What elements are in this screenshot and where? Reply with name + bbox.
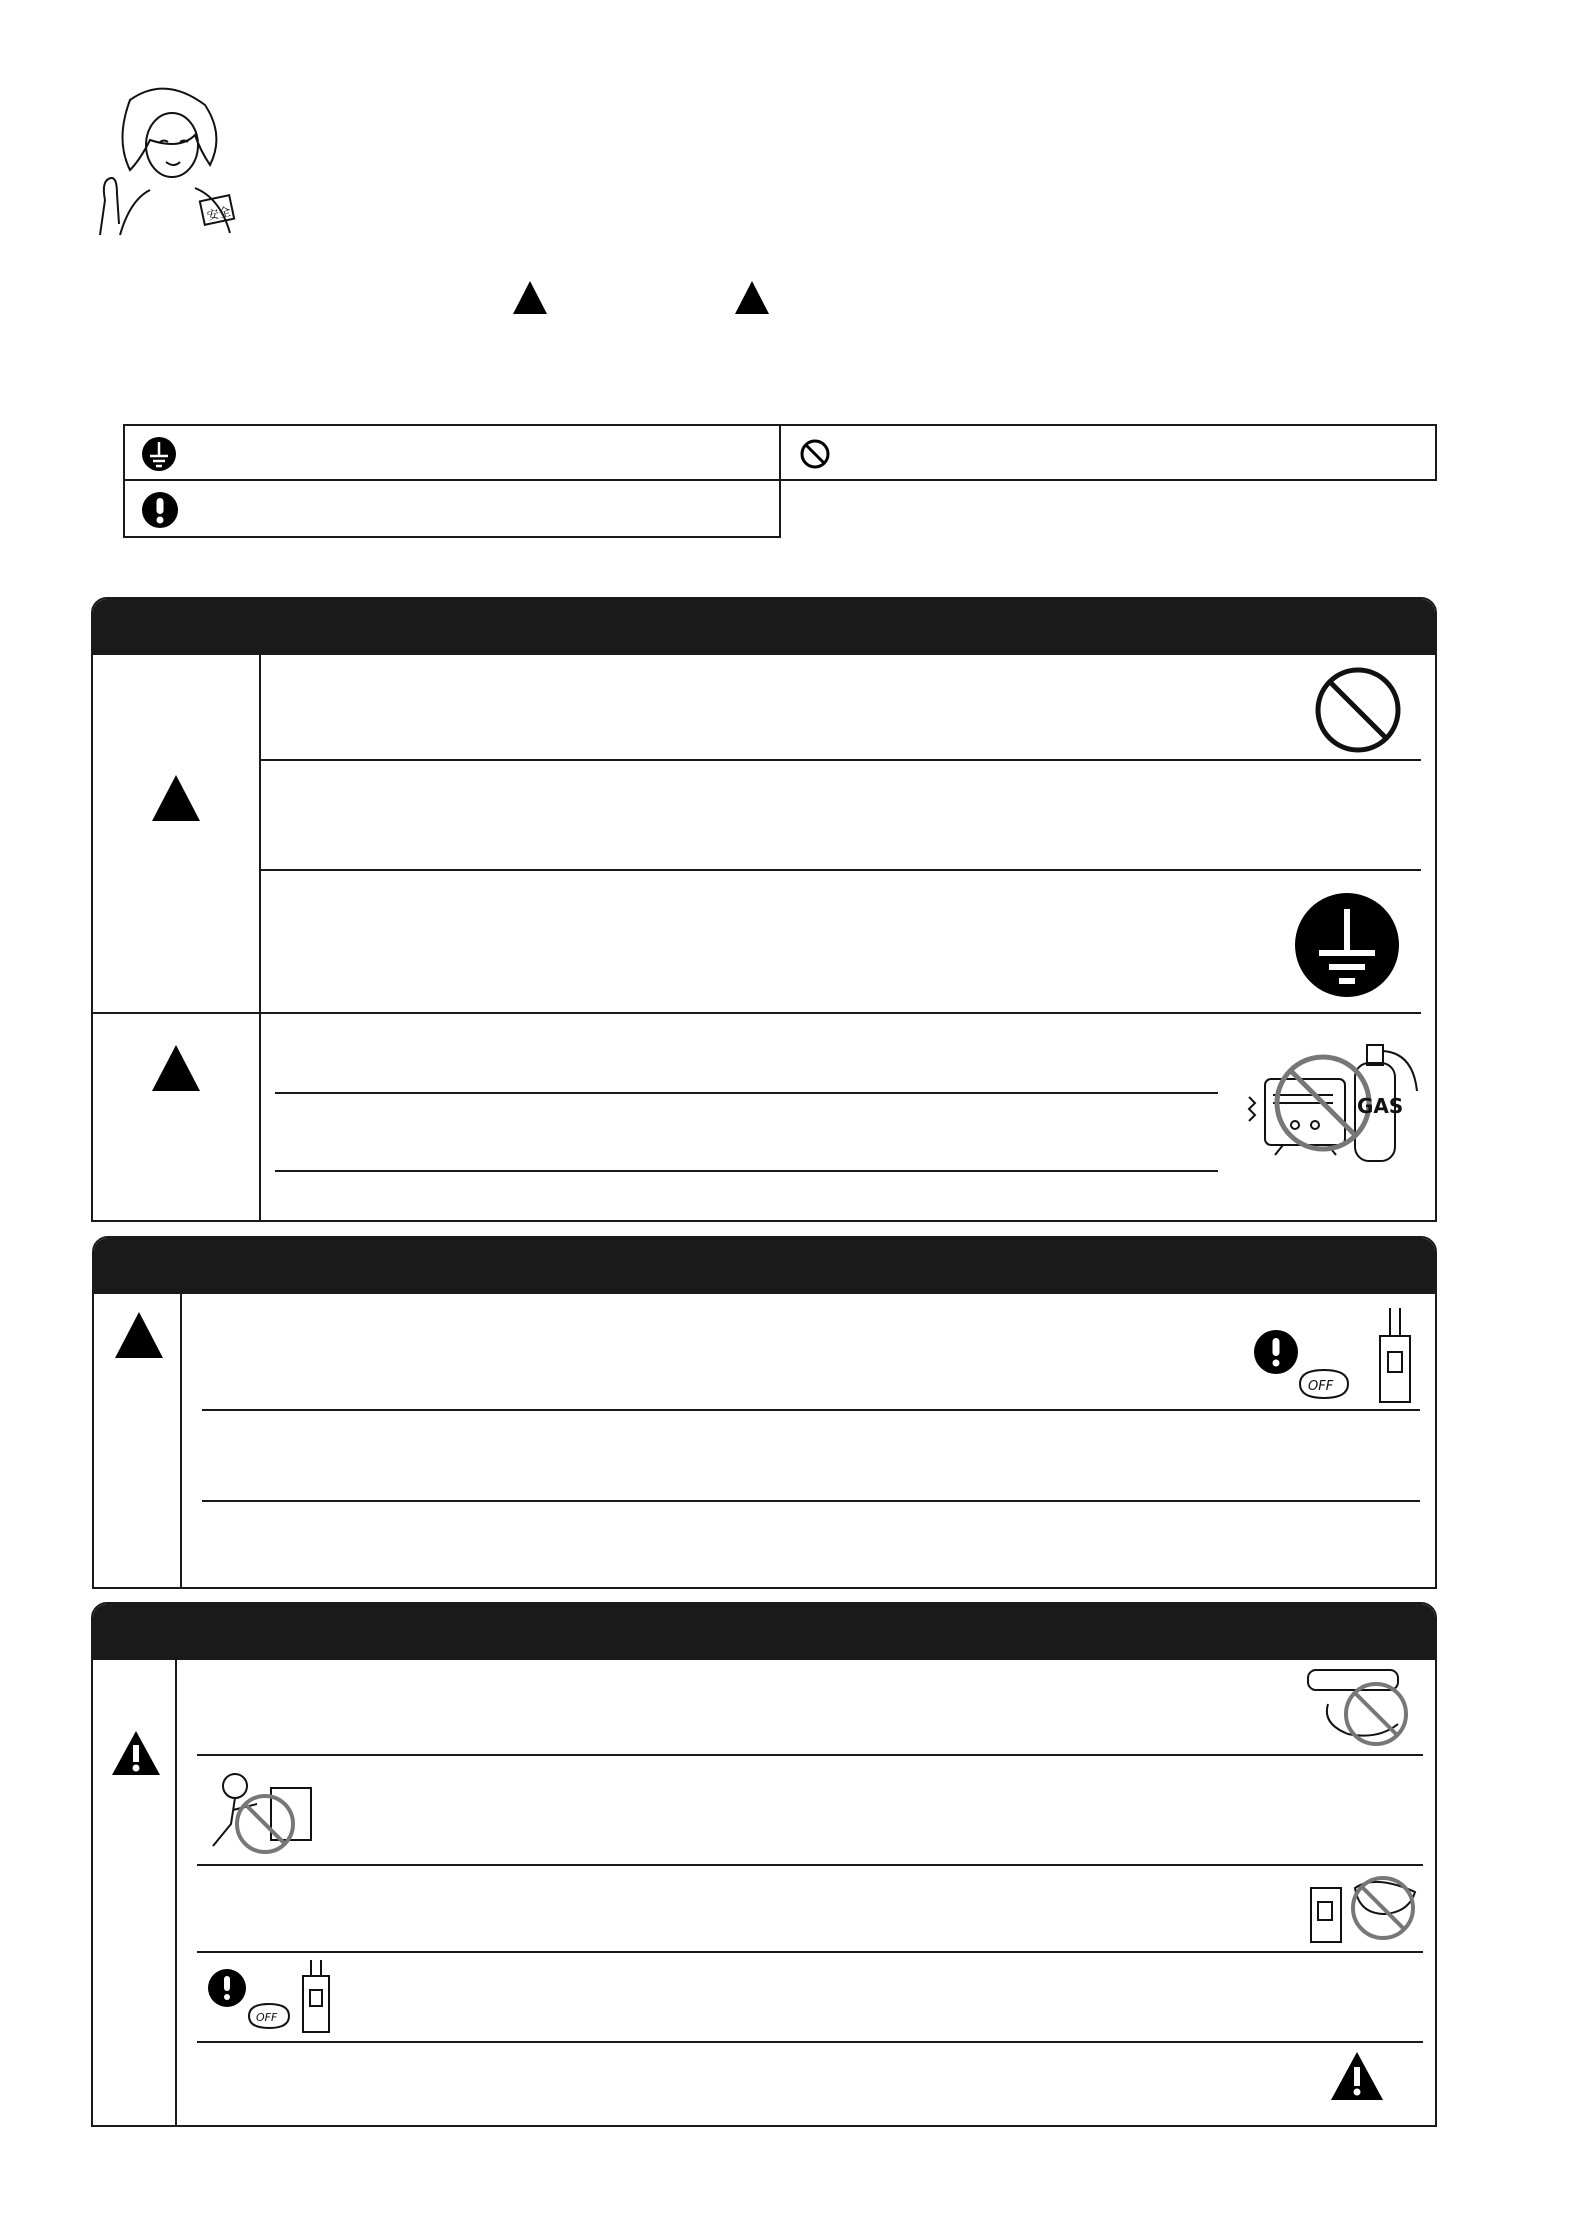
power-supply-panel (92, 1236, 1437, 1589)
breaker-off-illustration (207, 1960, 337, 2036)
no-pets-under-unit-illustration (1298, 1664, 1418, 1748)
caution-exclamation-triangle-icon (1329, 2050, 1385, 2102)
earth-ground-icon (141, 436, 177, 472)
legend-prohibited (779, 424, 1437, 481)
gas-label: GAS (1357, 1094, 1404, 1118)
no-washing-unit-illustration (205, 1764, 315, 1860)
caution-triangle-icon (735, 281, 769, 314)
warning-triangle-icon (513, 281, 547, 314)
warning-triangle-icon (152, 1045, 200, 1091)
caution-panel (91, 1602, 1437, 2127)
woman-mascot-icon (90, 80, 240, 240)
off-label: OFF (256, 2011, 278, 2024)
earth-ground-icon (1293, 891, 1401, 999)
caution-exclamation-triangle-icon (110, 1729, 162, 1777)
legend-earth (123, 424, 781, 481)
warning-panel (91, 597, 1437, 1222)
prohibition-circle-icon (1312, 664, 1404, 756)
gas-cylinder-prohibited-illustration (1243, 1037, 1433, 1167)
mascot-illustration (90, 80, 240, 240)
warning-triangle-icon (152, 775, 200, 821)
mandatory-exclamation-icon (141, 491, 179, 529)
off-label: OFF (1308, 1379, 1334, 1394)
prohibition-icon (799, 438, 831, 470)
warning-panel-header (93, 599, 1435, 655)
power-supply-panel-header (94, 1238, 1435, 1294)
legend-mandatory (123, 479, 781, 538)
caution-panel-header (93, 1604, 1435, 1660)
mascot-card-text: 安全 (205, 204, 233, 224)
no-water-on-breaker-illustration (1303, 1868, 1421, 1950)
breaker-off-illustration (1254, 1308, 1424, 1408)
warning-triangle-icon (115, 1312, 163, 1358)
